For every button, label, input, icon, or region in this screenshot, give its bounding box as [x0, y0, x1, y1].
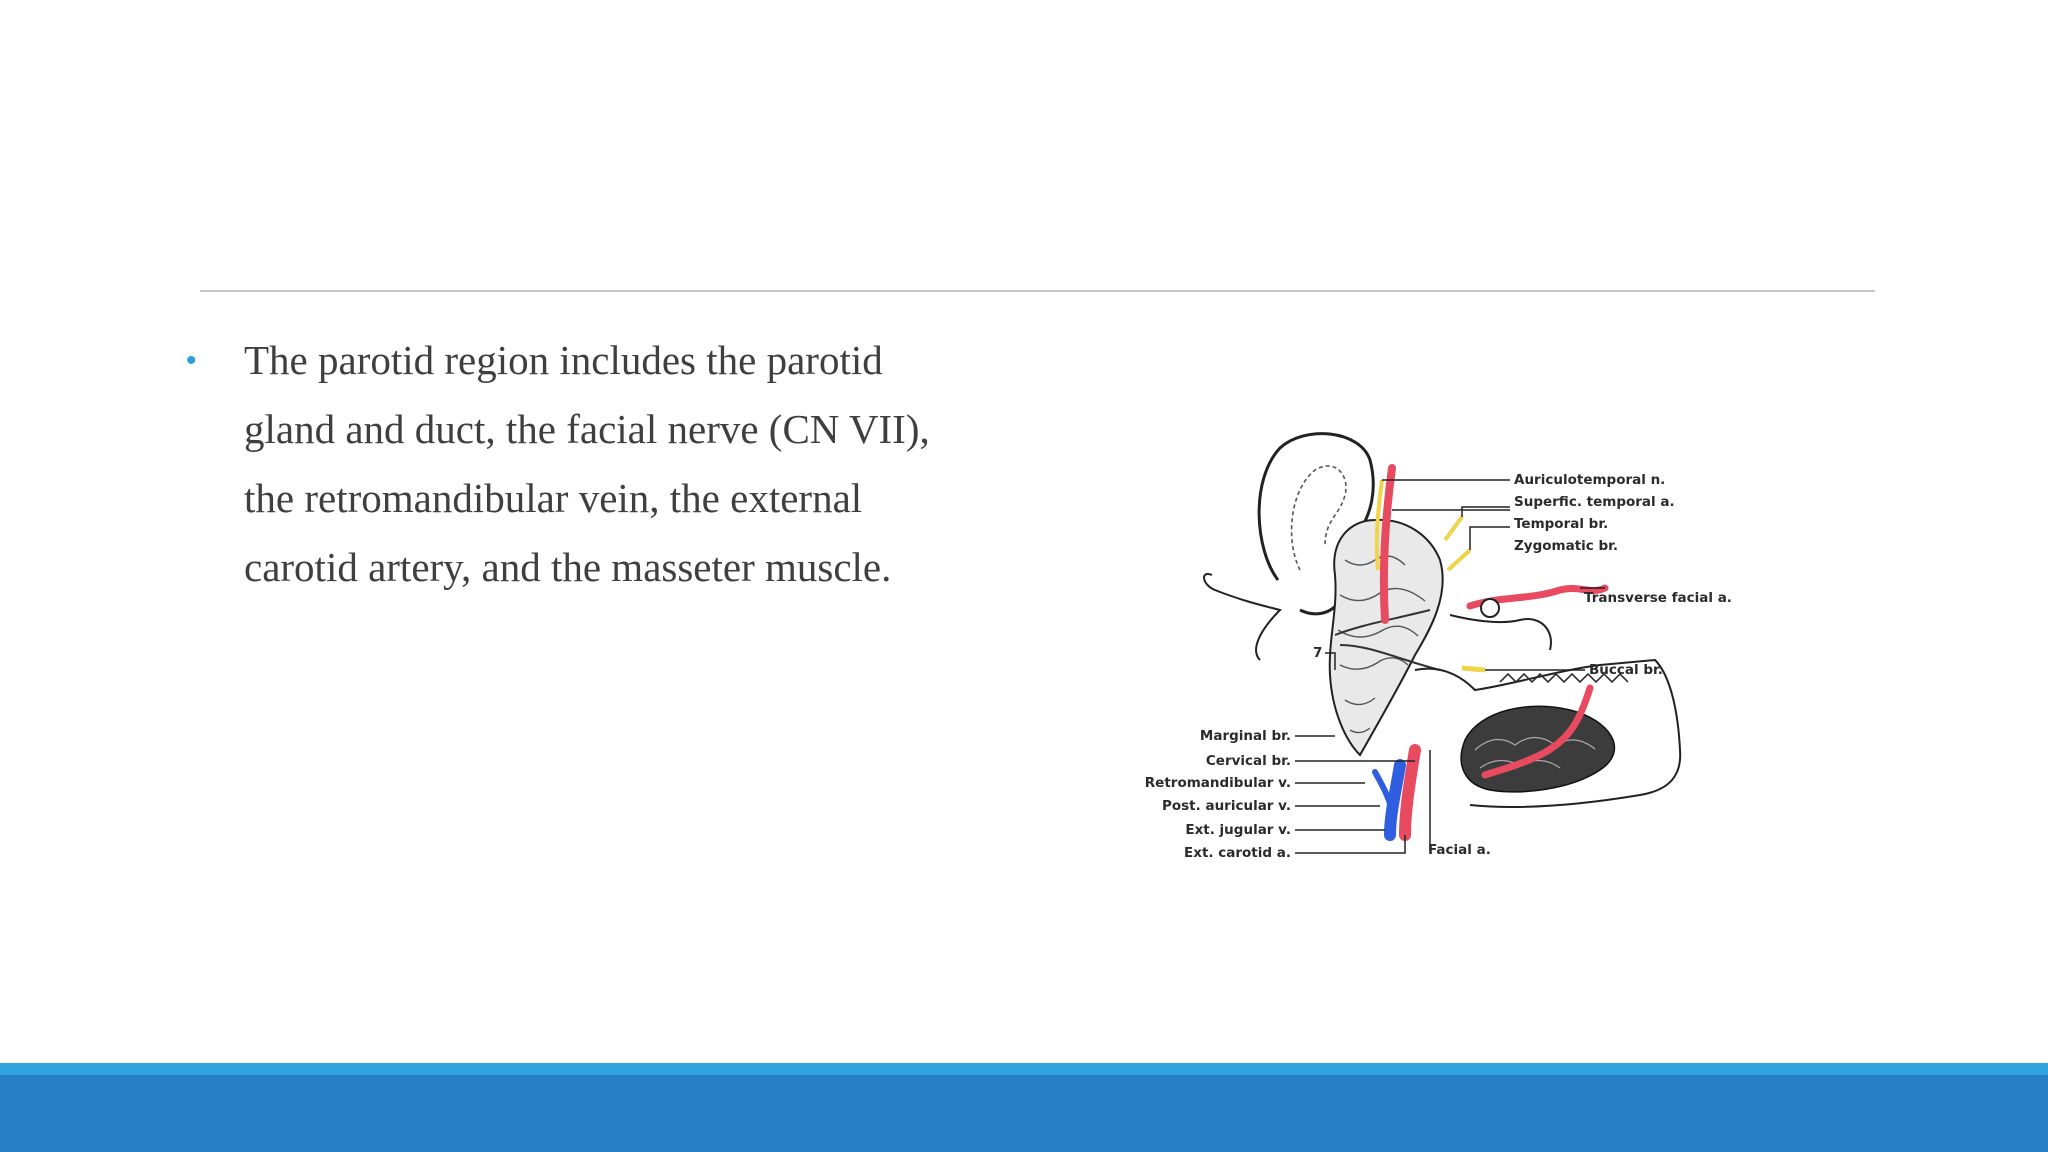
parotid-duct — [1450, 615, 1551, 650]
footer-accent-strip — [0, 1063, 2048, 1075]
bullet-line: carotid artery, and the masseter muscle. — [244, 544, 892, 590]
label-superfic-temporal: Superfic. temporal a. — [1514, 494, 1675, 510]
label-temporal-br: Temporal br. — [1514, 516, 1609, 532]
bullet-line: the retromandibular vein, the external — [244, 475, 863, 521]
label-cervical-br: Cervical br. — [1205, 753, 1291, 769]
bullet-item — [180, 326, 1020, 602]
label-marginal-br: Marginal br. — [1199, 728, 1291, 744]
temporal-branch — [1445, 517, 1462, 540]
external-carotid-artery — [1405, 750, 1415, 835]
ear-lobe — [1204, 574, 1280, 660]
anatomy-illustration — [1144, 420, 1732, 880]
bullet-list — [180, 326, 1020, 602]
label-retromandibular-v: Retromandibular v. — [1144, 775, 1291, 791]
label-post-auricular-v: Post. auricular v. — [1161, 798, 1291, 814]
parotid-duct-opening — [1481, 599, 1499, 617]
label-marker: 7 — [1313, 645, 1323, 661]
label-ext-jugular-v: Ext. jugular v. — [1185, 822, 1291, 838]
label-zygomatic-br: Zygomatic br. — [1514, 538, 1619, 554]
bullet-line: gland and duct, the facial nerve (CN VII), — [244, 406, 930, 452]
label-auriculotemporal: Auriculotemporal n. — [1514, 472, 1666, 488]
title-divider — [200, 290, 1875, 292]
footer-bar — [0, 1075, 2048, 1152]
masseter-muscle — [1461, 706, 1614, 792]
bullet-line: The parotid region includes the parotid — [244, 337, 883, 383]
zygomatic-branch — [1448, 550, 1470, 570]
bullet-text — [244, 326, 1020, 602]
label-ext-carotid-a: Ext. carotid a. — [1184, 845, 1291, 861]
buccal-branch — [1462, 668, 1485, 670]
label-transverse-facial: Transverse facial a. — [1584, 590, 1732, 606]
label-buccal-br: Buccal br. — [1589, 662, 1663, 678]
parotid-anatomy-figure — [1144, 420, 1732, 880]
bullet-icon: • — [186, 344, 197, 377]
label-facial-a: Facial a. — [1428, 842, 1491, 858]
